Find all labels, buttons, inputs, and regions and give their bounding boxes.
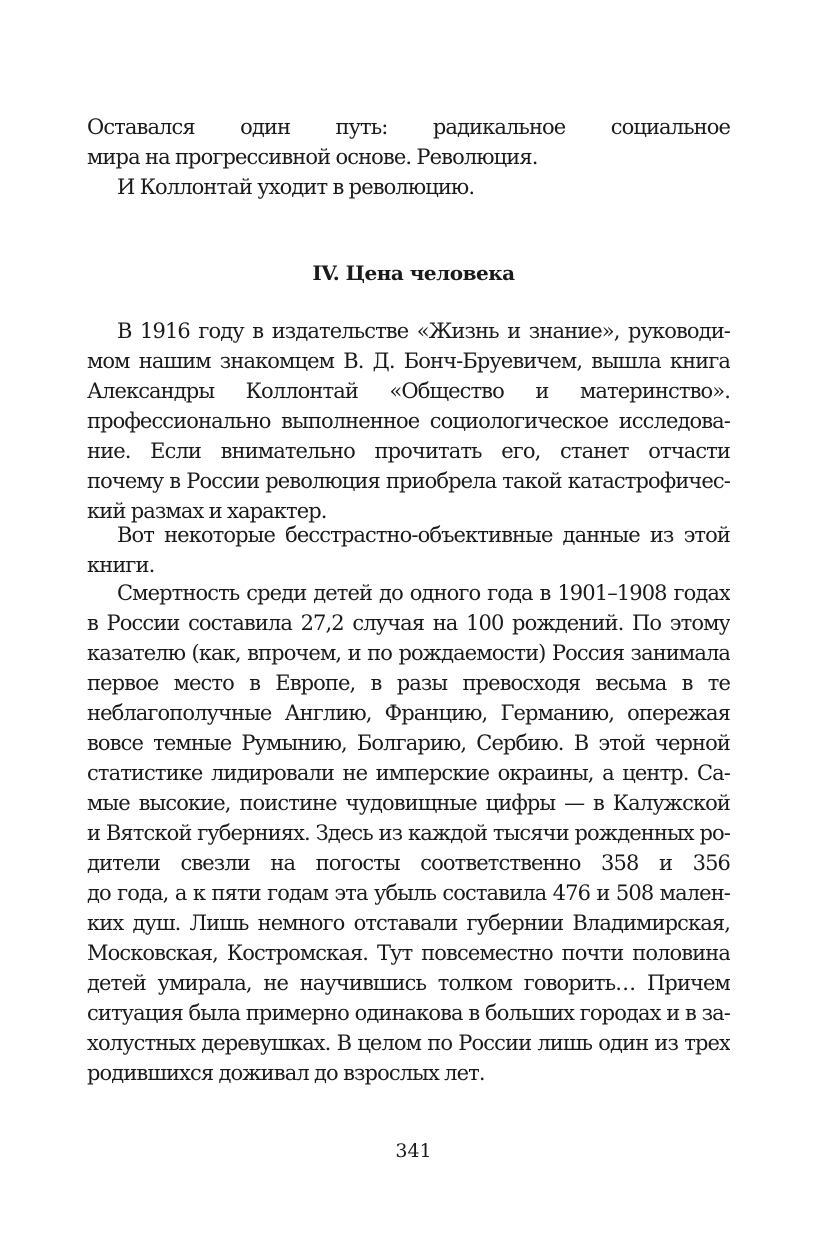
text-line: книги. (87, 553, 155, 577)
text-line: Александры Коллонтай «Общество и материнство». (87, 379, 730, 403)
text-line: Московская, Костромская. Тут повсеместно почти половина (87, 941, 730, 965)
page-number: 341 (395, 1140, 432, 1162)
section-heading: IV. Цена человека (312, 261, 515, 285)
text-line: и Вятской губерниях. Здесь из каждой тысячи рожденных ро- (87, 821, 730, 845)
text-line: казателю (как, впрочем, и по рождаемости) Россия занимала (87, 641, 730, 665)
text-line: первое место в Европе, в разы превосходя весьма в те (87, 671, 730, 695)
text-line: ких душ. Лишь немного отставали губернии Владимирская, (87, 911, 730, 935)
paragraph-2 (87, 520, 730, 580)
text-line: холустных деревушках. В целом по России лишь один из трех (87, 1031, 730, 1055)
text-line: Вот некоторые бесстрастно-объективные данные из этой (117, 523, 730, 547)
text-line: неблагополучные Англию, Францию, Германию, опережая (87, 701, 730, 725)
text-line: Смертность среди детей до одного года в 1901–1908 годах (117, 581, 730, 605)
text-line: до года, а к пяти годам эта убыль составила 476 и 508 мален- (87, 881, 730, 905)
text-line: ситуация была примерно одинакова в больших городах и в за- (87, 1001, 730, 1025)
text-line: мира на прогрессивной основе. Революция. (87, 145, 538, 169)
text-line: И Коллонтай уходит в революцию. (117, 175, 475, 199)
text-line: детей умирала, не научившись толком говорить… Причем (87, 971, 730, 995)
text-line: профессионально выполненное социологическое исследова- (87, 409, 730, 433)
text-line: мые высокие, поистине чудовищные цифры — в Калужской (87, 791, 730, 815)
text-line: дители свезли на погосты соответственно 358 и 356 (87, 851, 730, 875)
text-line: почему в России революция приобрела такой катастрофичес- (87, 469, 730, 493)
text-line: В 1916 году в издательстве «Жизнь и знание», руководи- (117, 319, 730, 343)
intro-paragraph (87, 112, 730, 202)
text-line: Оставался один путь: радикальное социальное (87, 115, 730, 139)
text-line: в России составила 27,2 случая на 100 рождений. По этому (87, 611, 730, 635)
text-line: статистике лидировали не имперские окраины, а центр. Са- (87, 761, 730, 785)
text-line: родившихся доживал до взрослых лет. (87, 1061, 485, 1085)
paragraph-3 (87, 578, 730, 1088)
paragraph-1 (87, 316, 730, 526)
text-line: мом нашим знакомцем В. Д. Бонч-Бруевичем, вышла книга (87, 349, 730, 373)
text-line: вовсе темные Румынию, Болгарию, Сербию. В этой черной (87, 731, 730, 755)
text-line: ние. Если внимательно прочитать его, станет отчасти (87, 439, 730, 463)
text-line: кий размах и характер. (87, 499, 327, 523)
